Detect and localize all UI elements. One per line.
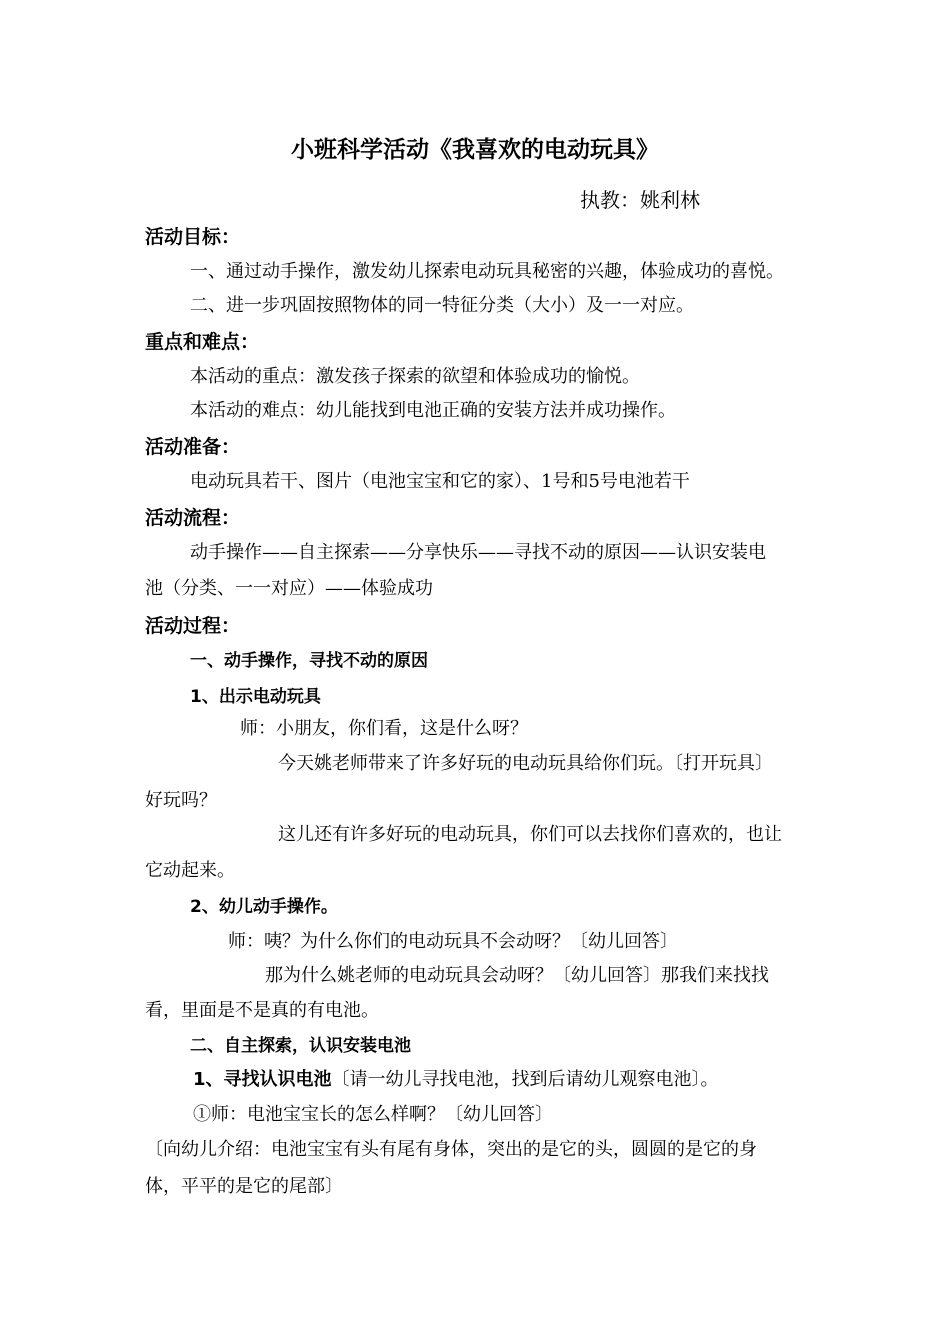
dialogue-line: 〔向幼儿介绍：电池宝宝有头有尾有身体，突出的是它的头，圆圆的是它的身 [145,1139,757,1160]
key-point-item: 本活动的难点：幼儿能找到电池正确的安装方法并成功操作。 [190,400,676,421]
dialogue-line: 那为什么姚老师的电动玩具会动呀？〔幼儿回答〕那我们来找找 [265,965,769,986]
flow-heading: 活动流程： [145,507,241,529]
process-heading: 活动过程： [145,615,241,637]
goal-item: 一、通过动手操作，激发幼儿探索电动玩具秘密的兴趣，体验成功的喜悦。 [190,261,784,282]
dialogue-line: ①师：电池宝宝长的怎么样啊？〔幼儿回答〕 [193,1104,553,1125]
process-step-heading: 2、幼儿动手操作。 [190,897,338,917]
process-part2-heading: 二、自主探索，认识安装电池 [190,1036,411,1056]
process-step-note: 〔请一幼儿寻找电池，找到后请幼儿观察电池〕。 [331,1069,719,1090]
dialogue-line: 这儿还有许多好玩的电动玩具，你们可以去找你们喜欢的，也让 [278,824,782,845]
process-step-heading: 1、出示电动玩具 [190,687,321,707]
key-point-item: 本活动的重点：激发孩子探索的欲望和体验成功的愉悦。 [190,366,640,387]
document-title: 小班科学活动《我喜欢的电动玩具》 [291,137,659,163]
dialogue-line: 师：小朋友，你们看，这是什么呀？ [240,718,528,739]
process-step-heading: 1、寻找认识电池 [193,1069,332,1090]
dialogue-line: 看，里面是不是真的有电池。 [145,1000,379,1021]
dialogue-line: 师：咦？为什么你们的电动玩具不会动呀？〔幼儿回答〕 [228,931,678,952]
dialogue-line: 今天姚老师带来了许多好玩的电动玩具给你们玩。〔打开玩具〕 [278,753,773,774]
process-part1-heading: 一、动手操作，寻找不动的原因 [190,651,428,671]
goal-item: 二、进一步巩固按照物体的同一特征分类（大小）及一一对应。 [190,295,694,316]
document-author: 执教：姚利林 [580,188,700,212]
preparation-heading: 活动准备： [145,436,241,458]
flow-text-line: 池（分类、一一对应）——体验成功 [145,578,433,599]
preparation-text: 电动玩具若干、图片（电池宝宝和它的家）、1号和5号电池若干 [190,471,690,492]
dialogue-line: 体，平平的是它的尾部〕 [145,1176,343,1197]
dialogue-line: 它动起来。 [145,860,235,881]
goals-heading: 活动目标： [145,226,241,248]
key-points-heading: 重点和难点： [145,331,260,353]
dialogue-line: 好玩吗？ [145,790,217,811]
process-step-line [193,1068,719,1092]
flow-text-line: 动手操作——自主探索——分享快乐——寻找不动的原因——认识安装电 [190,542,766,563]
